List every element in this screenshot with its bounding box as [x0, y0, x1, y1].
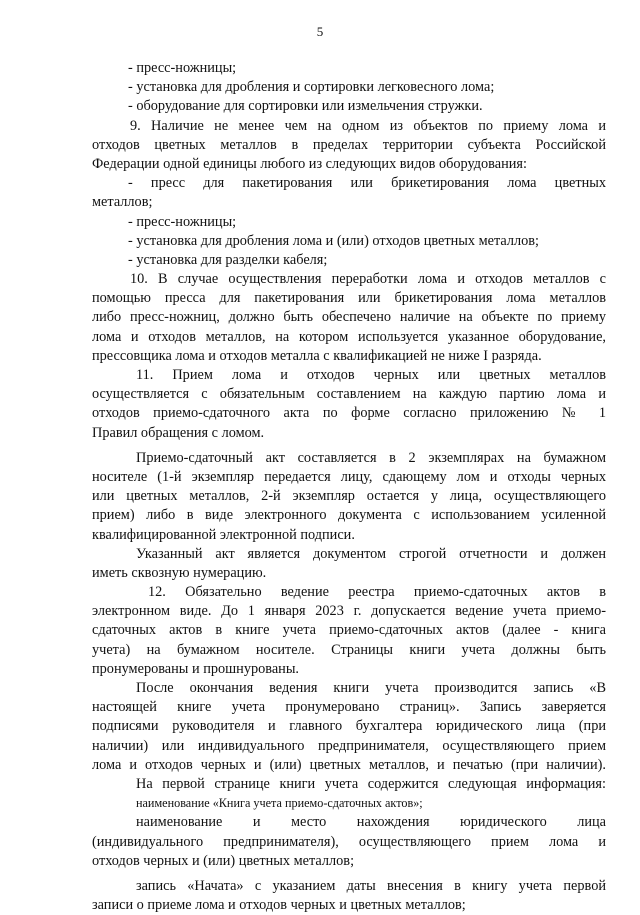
text-line: отходов цветных металлов в пределах территории субъекта Российской — [92, 136, 606, 153]
text-line: металлов; — [92, 194, 153, 211]
text-line: настоящей книге учета пронумеровано страниц». Запись заверяется — [92, 699, 606, 716]
text-line: - пресс-ножницы; — [128, 60, 237, 76]
text-line: записи о приеме лома и отходов черных и цветных металлов; — [92, 897, 466, 914]
text-line: электронном виде. До 1 января 2023 г. допускается ведение учета приемо- — [92, 603, 606, 620]
text-line: помощью пресса для пакетирования или брикетирования лома металлов — [92, 290, 606, 307]
page-number: 5 — [316, 24, 324, 39]
text-line: Правил обращения с ломом. — [92, 424, 265, 441]
text-line: Федерации одной единицы любого из следующих видов оборудования: — [92, 155, 527, 172]
text-line: либо пресс-ножниц, должно быть обеспечено наличие на объекте по приему — [92, 309, 606, 326]
text-line: 12. Обязательно ведение реестра приемо-сдаточных актов в — [148, 584, 606, 601]
text-line: отходов приемо-сдаточного акта по форме согласно приложению № 1 — [92, 405, 606, 422]
text-line: - пресс-ножницы; — [128, 213, 237, 230]
text-line: - пресс для пакетирования или брикетирования лома цветных — [128, 175, 606, 192]
text-line: 10. В случае осуществления переработки лома и отходов металлов с — [130, 271, 606, 288]
text-line: Указанный акт является документом строгой отчетности и должен — [136, 545, 606, 562]
text-line: - установка для дробления лома и (или) отходов цветных металлов; — [128, 232, 540, 249]
text-line: наименование «Книга учета приемо-сдаточных актов»; — [136, 796, 423, 811]
text-line: прием) либо в виде электронного документа с использованием усиленной — [92, 507, 606, 524]
text-line: иметь сквозную нумерацию. — [92, 564, 267, 581]
text-line: квалифицированной электронной подписи. — [92, 526, 355, 543]
text-line: учета) на бумажном носителе. Страницы книги учета должны быть — [92, 641, 606, 658]
text-line: осуществляется с обязательным составлением на каждую партию лома и — [92, 386, 606, 403]
text-line: - установка для разделки кабеля; — [128, 251, 328, 268]
text-line: На первой странице книги учета содержится следующая информация: — [136, 775, 606, 792]
text-line: сдаточных актов в книге учета приемо-сдаточных актов (далее - книга — [92, 622, 606, 639]
text-line: носителе (1-й экземпляр передается лицу, сдающему лом и отходы черных — [92, 468, 606, 485]
document-body — [92, 59, 606, 915]
text-line: или цветных металлов, 2-й экземпляр остается у лица, осуществляющего — [92, 488, 606, 505]
text-line: 9. Наличие не менее чем на одном из объектов по приему лома и — [130, 117, 606, 134]
text-line: - установка для дробления и сортировки легковесного лома; — [128, 79, 495, 96]
text-line: отходов черных и (или) цветных металлов; — [92, 852, 355, 869]
text-line: лома и отходов металлов, на котором используется указанное оборудование, — [92, 328, 606, 345]
text-line: пронумерованы и прошнурованы. — [92, 660, 300, 677]
text-line: После окончания ведения книги учета производится запись «В — [136, 680, 606, 696]
text-line: запись «Начата» с указанием даты внесения в книгу учета первой — [136, 877, 606, 894]
text-line: Приемо-сдаточный акт составляется в 2 экземплярах на бумажном — [136, 449, 606, 466]
text-line: наименование и место нахождения юридического лица — [136, 814, 606, 831]
text-line: наличии) или индивидуального предпринимателя, осуществляющего прием — [92, 737, 606, 754]
text-line: прессовщика лома и отходов металла с квалификацией не ниже I разряда. — [92, 347, 542, 364]
text-line: лома и отходов черных и (или) цветных металлов, и печатью (при наличии). — [92, 756, 606, 773]
text-line: подписями руководителя и главного бухгалтера юридического лица (при — [92, 718, 606, 735]
text-line: 11. Прием лома и отходов черных или цветных металлов — [136, 367, 606, 383]
text-line: - оборудование для сортировки или измельчения стружки. — [128, 98, 483, 115]
text-line: (индивидуального предпринимателя), осуществляющего прием лома и — [92, 833, 606, 850]
